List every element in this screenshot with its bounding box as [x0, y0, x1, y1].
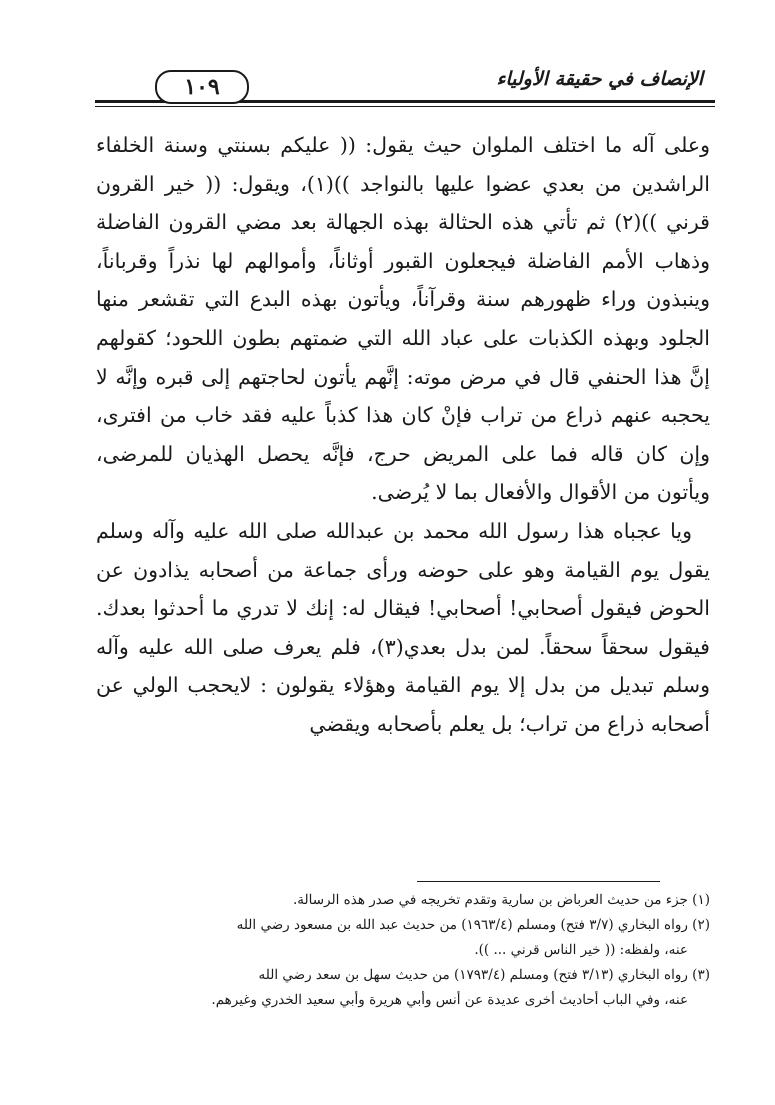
footnote-1: (١) جزء من حديث العرباض بن سارية وتقدم تخريجه في صدر هذه الرسالة. [292, 892, 710, 908]
page-header [95, 62, 715, 106]
footnote-2: (٢) رواه البخاري (٣/٧ فتح) ومسلم (١٩٦٣/٤) من حديث عبد الله بن مسعود رضي الله [236, 917, 710, 933]
footnote-separator [417, 881, 660, 882]
running-title: الإنصاف في حقيقة الأولياء [496, 68, 703, 90]
header-rule-thin [95, 106, 715, 107]
paragraph: ويا عجباه هذا رسول الله محمد بن عبدالله صلى الله عليه وآله وسلم يقول يوم القيامة وهو على حوضه ورأى جماعة من أصحابه يذادون عن الحوض فيقول أصحابي! أصحابي! فيقال له: إنك لا تدري ما أحدثوا بعدك. فيقول سحقاً سحقاً. لمن بدل بعدي(٣)، فلم يعرف صلى الله عليه وآله وسلم تبديل من بدل إلا يوم القيامة وهؤلاء يقولون : لايحجب الولي عن أصحابه ذراع من تراب؛ بل يعلم بأصحابه ويقضي [96, 518, 710, 736]
footnote-3-continuation: عنه، وفي الباب أحاديث أخرى عديدة عن أنس وأبي هريرة وأبي سعيد الخدري وغيرهم. [211, 992, 688, 1008]
footnote-2-continuation: عنه، ولفظه: (( خير الناس قرني ... )). [474, 942, 688, 958]
page-number: ١٠٩ [155, 70, 249, 104]
main-text [96, 126, 710, 744]
paragraph: وعلى آله ما اختلف الملوان حيث يقول: (( عليكم بسنتي وسنة الخلفاء الراشدين من بعدي عضوا عليها بالنواجد ))(١)، ويقول: (( خير القرون قرني ))(٢) ثم تأتي هذه الحثالة بهذه الجهالة بعد مضي القرون الفاضلة وذهاب الأمم الفاضلة فيجعلون القبور أوثاناً، وأموالهم لها نذراً وقرباناً، وينبذون وراء ظهورهم سنة وقرآناً، ويأتون بهذه البدع التي تقشعر منها الجلود وبهذه الكذبات على عباد الله التي ضمتهم بطون اللحود؛ كقولهم إنَّ هذا الحنفي قال في مرض موته: إنَّهم يأتون لحاجتهم إلى قبره وإنَّه لا يحجبه عنهم ذراع من تراب فإنْ كان هذا كذباً عليه فقد خاب من افترى، وإن كان قاله فما على المريض حرج، فإنَّه يحصل الهذيان للمرضى، ويأتون من الأقوال والأفعال بما لا يُرضى. [96, 133, 710, 505]
footnote-3: (٣) رواه البخاري (٣/١٣ فتح) ومسلم (١٧٩٣/٤) من حديث سهل بن سعد رضي الله [258, 967, 710, 983]
footnotes [96, 888, 710, 1013]
